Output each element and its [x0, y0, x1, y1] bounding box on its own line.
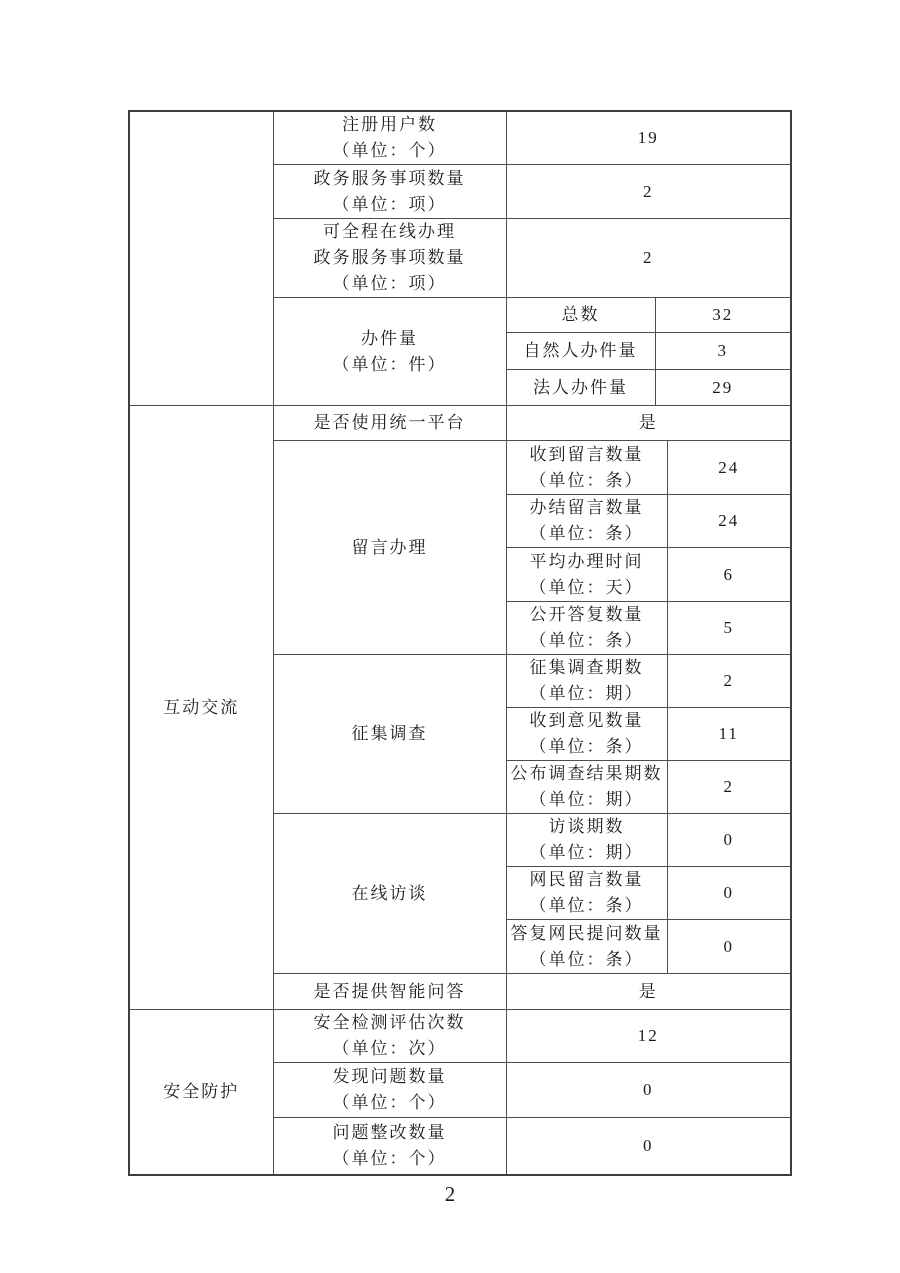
submetric-label-cell: [506, 655, 667, 708]
value-cell: 是: [506, 406, 791, 441]
metric-label-cell: [273, 298, 506, 406]
metric-label-cell: [273, 1063, 506, 1118]
metric-label-cell: [273, 219, 506, 298]
submetric-label-line: 公布调查结果期数: [510, 764, 663, 783]
category-cell: 互动交流: [129, 406, 273, 1010]
value-cell: 2: [667, 761, 791, 814]
value-cell: 6: [667, 548, 791, 602]
submetric-label-cell: 法人办件量: [506, 370, 655, 406]
category-cell-blank: [129, 111, 273, 406]
metric-label-line: 政务服务事项数量: [313, 168, 466, 188]
metric-label-cell: [273, 974, 506, 1010]
value-cell: 2: [667, 655, 791, 708]
metric-label-line: 发现问题数量: [332, 1067, 447, 1086]
submetric-label-line: 征集调查期数: [529, 658, 644, 677]
metric-label-cell: [273, 1118, 506, 1176]
metric-label-line: 注册用户数: [342, 115, 437, 134]
submetric-label-cell: [506, 495, 667, 548]
submetric-label-cell: [506, 761, 667, 814]
submetric-label-cell: [506, 602, 667, 655]
value-cell: 29: [655, 370, 791, 406]
submetric-unit-line: （单位：条）: [529, 737, 644, 756]
table-row: [129, 406, 791, 441]
submetric-label-cell: [506, 814, 667, 867]
metric-unit-line: （单位：个）: [332, 1093, 447, 1112]
submetric-label-line: 收到留言数量: [529, 444, 644, 464]
metric-label-line: 办件量: [361, 328, 418, 348]
submetric-unit-line: （单位：期）: [529, 684, 644, 703]
submetric-unit-line: （单位：天）: [529, 577, 644, 597]
submetric-label-cell: 总数: [506, 298, 655, 333]
value-cell: 19: [506, 111, 791, 165]
value-cell: 2: [506, 219, 791, 298]
table-row: [129, 111, 791, 165]
value-cell: 0: [667, 814, 791, 867]
value-cell: 12: [506, 1010, 791, 1063]
metric-label-line: 在线访谈: [351, 883, 428, 903]
value-cell: 24: [667, 495, 791, 548]
submetric-label-cell: [506, 548, 667, 602]
metric-label-cell: [273, 655, 506, 814]
submetric-label-line: 公开答复数量: [529, 605, 644, 624]
metric-label-line: 留言办理: [351, 537, 428, 557]
metric-label-line: 征集调查: [351, 724, 428, 743]
submetric-label-line: 网民留言数量: [529, 870, 644, 889]
metric-unit-line: （单位：次）: [332, 1039, 447, 1058]
report-table: [128, 110, 792, 1176]
submetric-label-line: 收到意见数量: [529, 711, 644, 730]
value-cell: 3: [655, 333, 791, 370]
value-cell: 11: [667, 708, 791, 761]
submetric-label-line: 平均办理时间: [529, 551, 644, 571]
submetric-unit-line: （单位：条）: [529, 470, 644, 490]
submetric-label-line: 访谈期数: [548, 817, 625, 836]
submetric-label-cell: [506, 920, 667, 974]
submetric-unit-line: （单位：条）: [529, 631, 644, 650]
submetric-unit-line: （单位：期）: [529, 790, 644, 809]
metric-label-cell: [273, 441, 506, 655]
metric-label-cell: [273, 406, 506, 441]
value-cell: 2: [506, 165, 791, 219]
table-row: [129, 1010, 791, 1063]
submetric-label-cell: [506, 441, 667, 495]
submetric-label-cell: [506, 708, 667, 761]
metric-label-cell: [273, 111, 506, 165]
value-cell: 24: [667, 441, 791, 495]
metric-label-cell: [273, 814, 506, 974]
value-cell: 5: [667, 602, 791, 655]
submetric-unit-line: （单位：期）: [529, 843, 644, 862]
metric-label-cell: [273, 1010, 506, 1063]
metric-label-line: 是否使用统一平台: [313, 413, 466, 432]
submetric-unit-line: （单位：条）: [529, 949, 644, 969]
metric-unit-line: （单位：件）: [332, 354, 447, 374]
metric-label-cell: [273, 165, 506, 219]
value-cell: 0: [506, 1063, 791, 1118]
value-cell: 0: [506, 1118, 791, 1176]
submetric-label-cell: 自然人办件量: [506, 333, 655, 370]
submetric-label-line: 答复网民提问数量: [510, 923, 663, 943]
submetric-unit-line: （单位：条）: [529, 896, 644, 915]
submetric-unit-line: （单位：条）: [529, 524, 644, 543]
metric-label-line: 政务服务事项数量: [313, 248, 466, 267]
metric-unit-line: （单位：项）: [332, 274, 447, 293]
submetric-label-cell: [506, 867, 667, 920]
metric-unit-line: （单位：项）: [332, 194, 447, 214]
metric-unit-line: （单位：个）: [332, 141, 447, 160]
submetric-label-line: 办结留言数量: [529, 498, 644, 517]
value-cell: 32: [655, 298, 791, 333]
metric-label-line: 问题整改数量: [332, 1123, 447, 1142]
category-cell: 安全防护: [129, 1010, 273, 1176]
metric-label-line: 是否提供智能问答: [313, 981, 466, 1001]
metric-label-line: 安全检测评估次数: [313, 1013, 466, 1032]
value-cell: 0: [667, 920, 791, 974]
page-number: 2: [444, 1182, 456, 1206]
metric-unit-line: （单位：个）: [332, 1149, 447, 1168]
value-cell: 是: [506, 974, 791, 1010]
metric-label-line: 可全程在线办理: [323, 222, 456, 241]
value-cell: 0: [667, 867, 791, 920]
